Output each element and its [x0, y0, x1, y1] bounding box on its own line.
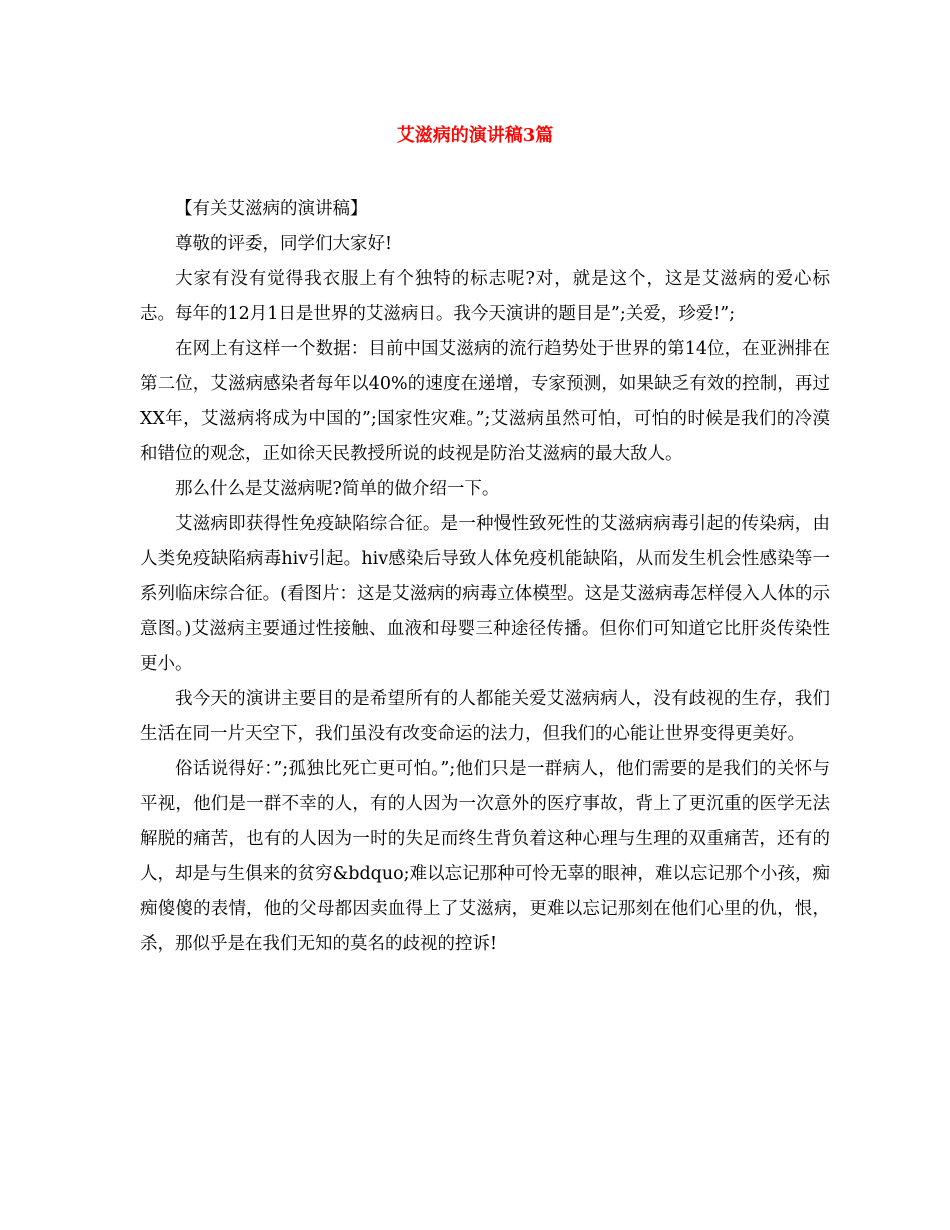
document-body — [140, 192, 830, 962]
paragraph-definition: 艾滋病即获得性免疫缺陷综合征。是一种慢性致死性的艾滋病病毒引起的传染病，由人类免疫缺陷病毒hiv引起。hiv感染后导致人体免疫机能缺陷，从而发生机会性感染等一系列临床综合征。(看图片：这是艾滋病的病毒立体模型。这是艾滋病毒怎样侵入人体的示意图。)艾滋病主要通过性接触、血液和母婴三种途径传播。但你们可知道它比肝炎传染性更小。 — [140, 514, 830, 674]
paragraph-statistics: 在网上有这样一个数据：目前中国艾滋病的流行趋势处于世界的第14位，在亚洲排在第二位，艾滋病感染者每年以40%的速度在递增，专家预测，如果缺乏有效的控制，再过XX年，艾滋病将成为中国的”;国家性灾难。”;艾滋病虽然可怕，可怕的时候是我们的冷漠和错位的观念，正如徐天民教授所说的歧视是防治艾滋病的最大敌人。 — [140, 339, 830, 464]
paragraph-heading: 【有关艾滋病的演讲稿】 — [175, 199, 368, 219]
paragraph-greeting: 尊敬的评委，同学们大家好! — [175, 234, 393, 254]
paragraph-symbol: 大家有没有觉得我衣服上有个独特的标志呢?对，就是这个，这是艾滋病的爱心标志。每年的12月1日是世界的艾滋病日。我今天演讲的题目是”;关爱，珍爱!”; — [140, 269, 830, 324]
paragraph-question: 那么什么是艾滋病呢?简单的做介绍一下。 — [175, 479, 500, 499]
paragraph-purpose: 我今天的演讲主要目的是希望所有的人都能关爱艾滋病病人，没有歧视的生存，我们生活在同一片天空下，我们虽没有改变命运的法力，但我们的心能让世界变得更美好。 — [140, 689, 830, 744]
document-title: 艾滋病的演讲稿3篇 — [396, 125, 554, 146]
paragraph-saying: 俗话说得好：”;孤独比死亡更可怕。”;他们只是一群病人，他们需要的是我们的关怀与平视，他们是一群不幸的人，有的人因为一次意外的医疗事故，背上了更沉重的医学无法解脱的痛苦，也有的人因为一时的失足而终生背负着这种心理与生理的双重痛苦，还有的人，却是与生俱来的贫穷&bdquo;难以忘记那种可怜无辜的眼神，难以忘记那个小孩，痴痴傻傻的表情，他的父母都因卖血得上了艾滋病，更难以忘记那刻在他们心里的仇，恨，杀，那似乎是在我们无知的莫名的歧视的控诉! — [140, 759, 830, 954]
